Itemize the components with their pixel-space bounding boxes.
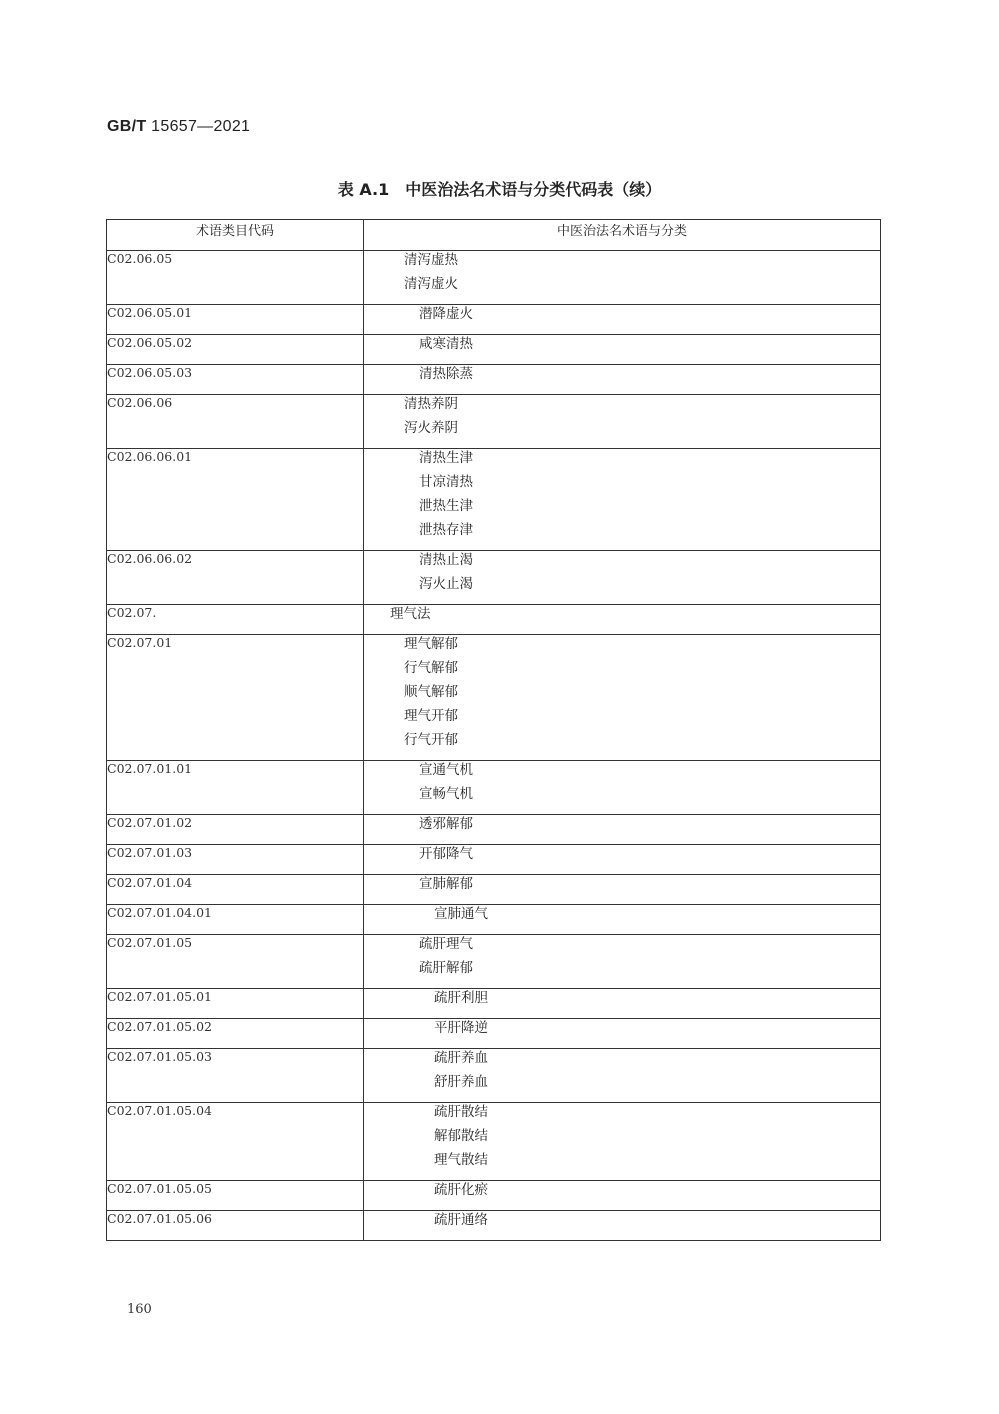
table-row xyxy=(107,335,881,365)
term-code-cell: C02.06.05 xyxy=(107,251,364,305)
term-list-cell xyxy=(364,1181,881,1211)
table-row xyxy=(107,815,881,845)
term-code-cell: C02.06.05.01 xyxy=(107,305,364,335)
standard-number: 15657—2021 xyxy=(151,118,251,135)
term-list-cell xyxy=(364,815,881,845)
term-item: 清热生津 xyxy=(419,450,473,466)
term-code-cell: C02.07.01.05.03 xyxy=(107,1049,364,1103)
table-row xyxy=(107,905,881,935)
table-row xyxy=(107,305,881,335)
term-item: 理气法 xyxy=(390,606,431,622)
term-code-cell: C02.07.01.04 xyxy=(107,875,364,905)
term-item: 理气解郁 xyxy=(404,636,458,652)
term-item: 疏肝理气 xyxy=(419,936,473,952)
term-item: 清热除蒸 xyxy=(419,366,473,382)
term-item: 清泻虚热 xyxy=(404,252,458,268)
term-list-cell xyxy=(364,365,881,395)
term-item: 行气解郁 xyxy=(404,660,458,676)
page-number: 160 xyxy=(127,1302,152,1317)
term-item: 疏肝养血 xyxy=(434,1050,488,1066)
table-row xyxy=(107,1049,881,1103)
table-row xyxy=(107,395,881,449)
term-code-cell: C02.06.06.02 xyxy=(107,551,364,605)
term-list-cell xyxy=(364,1019,881,1049)
standard-code xyxy=(107,118,250,136)
term-item: 甘凉清热 xyxy=(419,474,473,490)
term-code-cell: C02.07.01.05.02 xyxy=(107,1019,364,1049)
term-code-cell: C02.07.01.05.05 xyxy=(107,1181,364,1211)
term-item: 平肝降逆 xyxy=(434,1020,488,1036)
table-header-row xyxy=(107,220,881,251)
term-list-cell xyxy=(364,761,881,815)
table-row xyxy=(107,935,881,989)
term-item: 疏肝散结 xyxy=(434,1104,488,1120)
term-code-cell: C02.07.01 xyxy=(107,635,364,761)
table-row xyxy=(107,365,881,395)
table-row xyxy=(107,1019,881,1049)
term-code-cell: C02.07.01.05.06 xyxy=(107,1211,364,1241)
term-list-cell xyxy=(364,551,881,605)
term-item: 解郁散结 xyxy=(434,1128,488,1144)
table-row xyxy=(107,449,881,551)
table-body xyxy=(107,251,881,1241)
term-list-cell xyxy=(364,251,881,305)
table-row xyxy=(107,1211,881,1241)
term-item: 疏肝利胆 xyxy=(434,990,488,1006)
term-code-cell: C02.06.06.01 xyxy=(107,449,364,551)
term-code-cell: C02.07.01.03 xyxy=(107,845,364,875)
term-item: 清泻虚火 xyxy=(404,276,458,292)
column-header-terms: 中医治法名术语与分类 xyxy=(364,220,881,251)
term-code-cell: C02.07.01.04.01 xyxy=(107,905,364,935)
term-item: 泄热生津 xyxy=(419,498,473,514)
term-list-cell xyxy=(364,449,881,551)
table-row xyxy=(107,875,881,905)
term-item: 行气开郁 xyxy=(404,732,458,748)
term-list-cell xyxy=(364,1103,881,1181)
column-header-code: 术语类目代码 xyxy=(107,220,364,251)
term-code-cell: C02.07.01.01 xyxy=(107,761,364,815)
term-list-cell xyxy=(364,395,881,449)
term-list-cell xyxy=(364,875,881,905)
term-item: 舒肝养血 xyxy=(434,1074,488,1090)
term-code-cell: C02.07.01.02 xyxy=(107,815,364,845)
terms-table xyxy=(106,219,881,1241)
term-list-cell xyxy=(364,305,881,335)
term-code-cell: C02.07. xyxy=(107,605,364,635)
term-code-cell: C02.07.01.05 xyxy=(107,935,364,989)
term-item: 清热止渴 xyxy=(419,552,473,568)
term-item: 清热养阴 xyxy=(404,396,458,412)
table-row xyxy=(107,845,881,875)
term-code-cell: C02.07.01.05.01 xyxy=(107,989,364,1019)
table-row xyxy=(107,989,881,1019)
term-item: 泄热存津 xyxy=(419,522,473,538)
term-list-cell xyxy=(364,989,881,1019)
term-code-cell: C02.06.06 xyxy=(107,395,364,449)
table-row xyxy=(107,551,881,605)
term-item: 泻火养阴 xyxy=(404,420,458,436)
table-row xyxy=(107,1181,881,1211)
term-code-cell: C02.07.01.05.04 xyxy=(107,1103,364,1181)
term-list-cell xyxy=(364,1049,881,1103)
term-item: 顺气解郁 xyxy=(404,684,458,700)
term-list-cell xyxy=(364,935,881,989)
term-list-cell xyxy=(364,335,881,365)
table-row xyxy=(107,251,881,305)
term-list-cell xyxy=(364,845,881,875)
term-item: 宣畅气机 xyxy=(419,786,473,802)
term-item: 潜降虚火 xyxy=(419,306,473,322)
table-row xyxy=(107,1103,881,1181)
term-item: 泻火止渴 xyxy=(419,576,473,592)
term-item: 理气开郁 xyxy=(404,708,458,724)
term-list-cell xyxy=(364,1211,881,1241)
term-item: 疏肝解郁 xyxy=(419,960,473,976)
term-list-cell xyxy=(364,905,881,935)
table-caption: 中医治法名术语与分类代码表（续） xyxy=(405,180,662,199)
term-item: 宣肺解郁 xyxy=(419,876,473,892)
term-item: 开郁降气 xyxy=(419,846,473,862)
term-item: 宣通气机 xyxy=(419,762,473,778)
term-item: 疏肝化瘀 xyxy=(434,1182,488,1198)
term-list-cell xyxy=(364,635,881,761)
standard-prefix: GB/T xyxy=(107,118,147,135)
term-code-cell: C02.06.05.03 xyxy=(107,365,364,395)
term-item: 透邪解郁 xyxy=(419,816,473,832)
term-item: 咸寒清热 xyxy=(419,336,473,352)
term-item: 宣肺通气 xyxy=(434,906,488,922)
term-item: 疏肝通络 xyxy=(434,1212,488,1228)
table-row xyxy=(107,605,881,635)
table-title xyxy=(0,177,999,200)
table-row xyxy=(107,635,881,761)
table-row xyxy=(107,761,881,815)
term-item: 理气散结 xyxy=(434,1152,488,1168)
term-list-cell xyxy=(364,605,881,635)
term-code-cell: C02.06.05.02 xyxy=(107,335,364,365)
table-label: 表 A.1 xyxy=(337,180,390,199)
